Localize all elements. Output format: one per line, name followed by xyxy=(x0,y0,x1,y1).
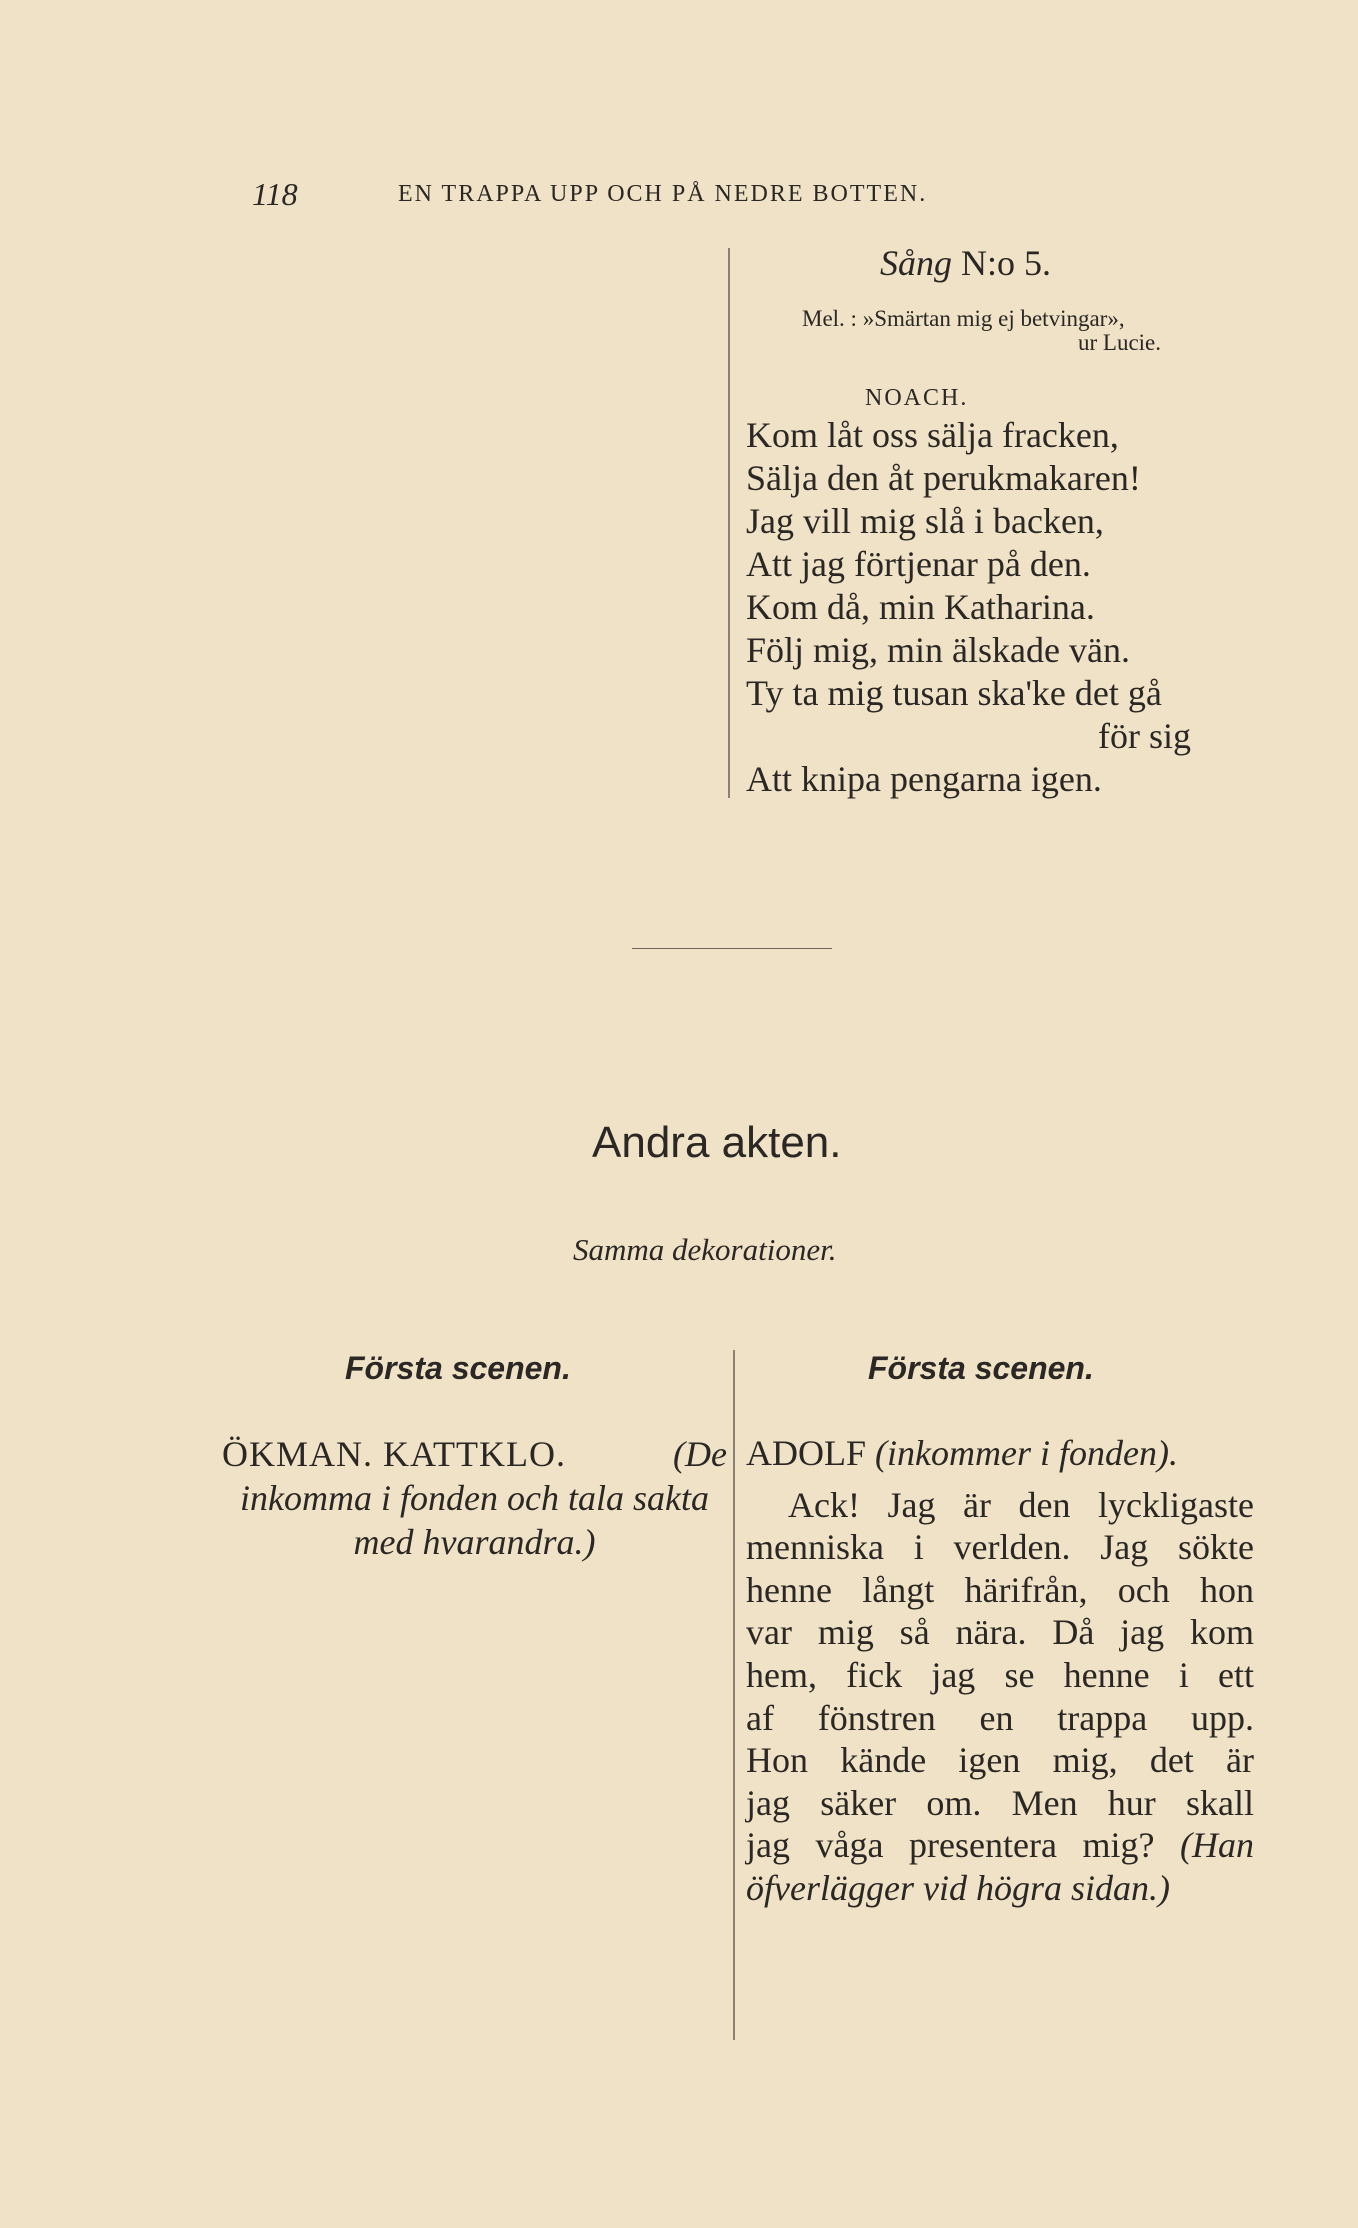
speech-line: hem, fick jag se henne i ett xyxy=(746,1654,1254,1695)
act-subtitle: Samma dekorationer. xyxy=(573,1232,837,1267)
speech-line: Ack! Jag är den lyckligaste xyxy=(788,1484,1254,1525)
scene-heading-left: Första scenen. xyxy=(345,1350,571,1386)
speaker-direction: (inkommer i fonden). xyxy=(875,1433,1178,1473)
verse-line: Kom låt oss sälja fracken, xyxy=(746,415,1119,455)
verse-line: Jag vill mig slå i backen, xyxy=(746,501,1104,541)
stage-direction-open: (De xyxy=(673,1434,727,1474)
verse-line: Kom då, min Katharina. xyxy=(746,587,1095,627)
act-title: Andra akten. xyxy=(592,1118,842,1167)
speaker-name: ADOLF xyxy=(746,1433,867,1473)
verse-line: Att knipa pengarna igen. xyxy=(746,759,1102,799)
song-speaker: NOACH. xyxy=(865,385,969,411)
left-characters-line xyxy=(222,1432,727,1476)
melody-line-1: Mel. : »Smärtan mig ej betvingar», xyxy=(802,306,1125,331)
section-divider xyxy=(632,948,832,949)
song-margin-rule xyxy=(728,248,730,798)
left-column xyxy=(222,1432,727,1564)
speech-line: jag säker om. Men hur skall xyxy=(746,1782,1254,1823)
song-title-number: N:o 5. xyxy=(961,243,1051,283)
stage-direction-line: inkomma i fonden och tala sakta xyxy=(240,1478,709,1518)
song-title-word: Sång xyxy=(880,243,952,283)
speech-line-with-direction xyxy=(746,1824,1254,1867)
verse-line: Att jag förtjenar på den. xyxy=(746,544,1091,584)
speech-line: henne långt härifrån, och hon xyxy=(746,1569,1254,1610)
stage-direction-line: med hvarandra.) xyxy=(353,1522,596,1562)
column-divider-rule xyxy=(733,1350,735,2040)
verse-line: Sälja den åt perukmakaren! xyxy=(746,458,1141,498)
verse-line: Ty ta mig tusan ska'ke det gå xyxy=(746,673,1162,713)
characters: ÖKMAN. KATTKLO. xyxy=(222,1434,566,1474)
right-column xyxy=(746,1432,1254,1910)
speech-line: var mig så nära. Då jag kom xyxy=(746,1612,1254,1653)
speech-text: jag våga presentera mig? xyxy=(746,1825,1155,1866)
page-number: 118 xyxy=(252,176,298,212)
speech-line: Hon kände igen mig, det är xyxy=(746,1740,1254,1781)
speech-line: menniska i verlden. Jag sökte xyxy=(746,1527,1254,1568)
stage-direction-open: (Han xyxy=(1180,1825,1254,1866)
speech-line: af fönstren en trappa upp. xyxy=(746,1697,1254,1738)
verse-line-continuation: för sig xyxy=(1098,716,1191,756)
song-title xyxy=(880,242,1051,284)
melody-line-2: ur Lucie. xyxy=(1078,330,1162,355)
running-title: EN TRAPPA UPP OCH PÅ NEDRE BOTTEN. xyxy=(398,181,928,207)
speaker-line xyxy=(746,1432,1254,1475)
verse-line: Följ mig, min älskade vän. xyxy=(746,630,1130,670)
stage-direction-final: öfverlägger vid högra sidan.) xyxy=(746,1867,1170,1908)
scene-heading-right: Första scenen. xyxy=(868,1350,1094,1386)
